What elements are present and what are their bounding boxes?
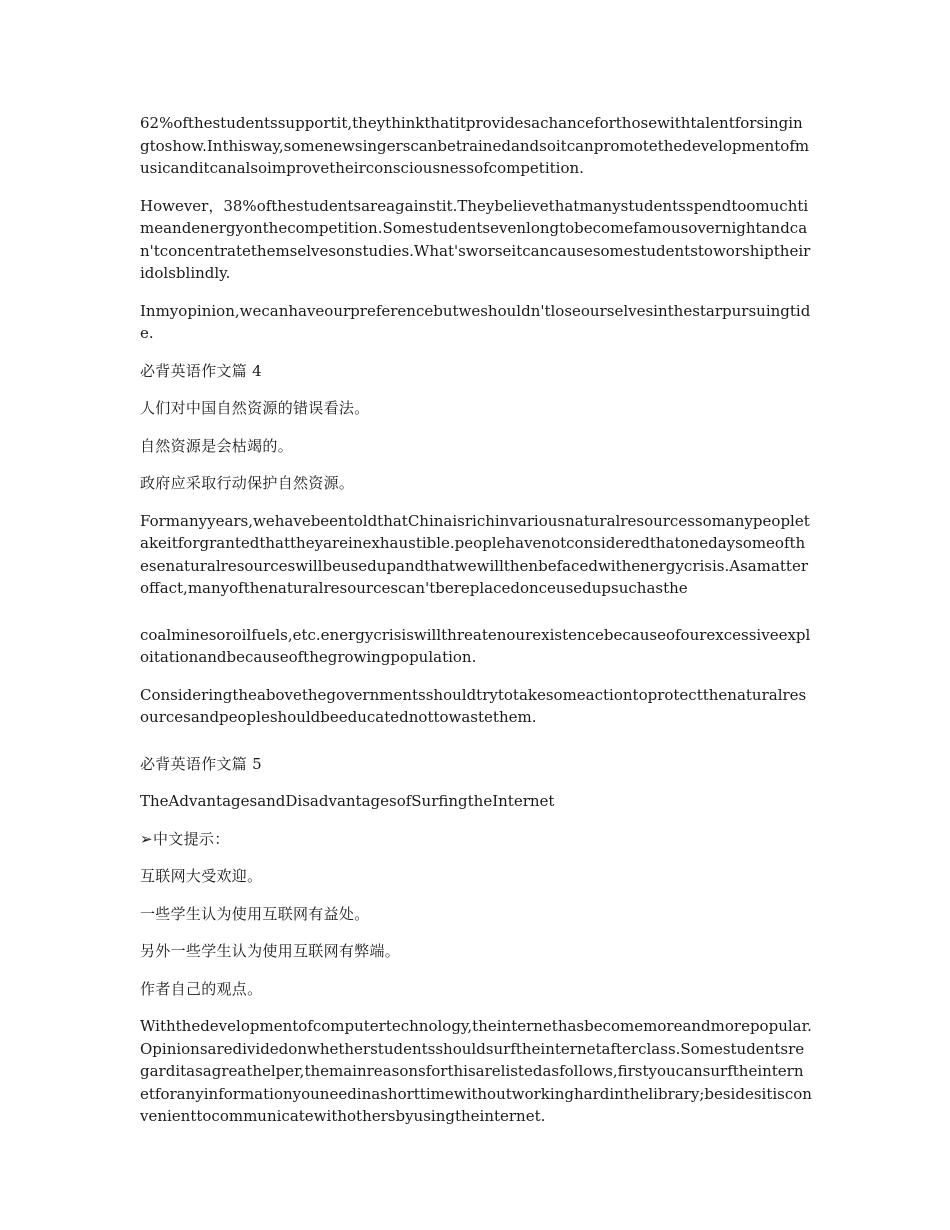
hint-label-text: 中文提示： [153, 829, 230, 848]
document-body [140, 112, 812, 1143]
essay-5-hint-label [140, 828, 812, 851]
paragraph-against-opinion: However，38%ofthestudentsareagainstit.Theybelievethatmanystudentsspendtoomuchtimeandenergyonthecompetition.Somestudentsevenlongtobecomefamousovernightandcan'tconcentratethemselvesonstudies.What'sworseitcancausesomestudentstoworshiptheiridolsblindly. [140, 196, 811, 282]
essay-4-hint-2: 自然资源是会枯竭的。 [140, 436, 294, 455]
essay-5-hint-2: 一些学生认为使用互联网有益处。 [140, 904, 370, 923]
essay-5-title: TheAdvantagesandDisadvantagesofSurfingtheInternet [140, 792, 555, 810]
essay-5-hint-4: 作者自己的观点。 [140, 979, 263, 998]
essay-4-paragraph-3: Consideringtheabovethegovernmentsshouldtrytotakesomeactiontoprotectthenaturalresourcesandpeopleshouldbeeducatednottowastethem. [140, 685, 807, 726]
essay-4-hint-1: 人们对中国自然资源的错误看法。 [140, 399, 370, 417]
paragraph-author-opinion: Inmyopinion,wecanhaveourpreferencebutweshouldn'tloseourselvesinthestarpursuingtide. [140, 301, 811, 342]
essay-4-hint-3: 政府应采取行动保护自然资源。 [140, 474, 355, 492]
essay-4-paragraph-2: coalminesoroilfuels,etc.energycrisiswillthreatenourexistencebecauseofourexcessiveexploitationandbecauseofthegrowingpopulation. [140, 625, 811, 666]
essay-5-hint-3: 另外一些学生认为使用互联网有弊端。 [140, 942, 401, 960]
essay-5-paragraph-1: Withthedevelopmentofcomputertechnology,theinternethasbecomemoreandmorepopular.Opinionsaredividedonwhetherstudentsshouldsurftheinternetafterclass.Somestudentsregarditasagreathelper,themainreasonsforthisarelistedasfollows,firstyoucansurftheinternetforanyinformationyouneedinashorttimewithoutworkinghardinthelibrary;besidesitisconvenienttocommunicatewithothersbyusingtheinternet. [140, 1017, 812, 1125]
essay-4-heading: 必背英语作文篇 4 [140, 361, 263, 380]
arrow-bullet-icon: ➢ [140, 829, 153, 848]
essay-5-heading: 必背英语作文篇 5 [140, 754, 263, 773]
essay-4-paragraph-1: Formanyyears,wehavebeentoldthatChinaisrichinvariousnaturalresourcessomanypeopletakeitforgrantedthattheyareinexhaustible.peoplehavenotconsideredthatonedaysomeofthesenaturalresourceswillbeusedupandthatwewillthenbefacedwithenergycrisis.Asamatteroffact,manyofthenaturalresourcescan'tbereplacedonceusedupsuchasthe [140, 511, 810, 597]
essay-5-hint-1: 互联网大受欢迎。 [140, 867, 263, 885]
paragraph-support-opinion: 62%ofthestudentssupportit,theythinkthatitprovidesachanceforthosewithtalentforsingingtoshow.Inthisway,somenewsingerscanbetrainedandsoitcanpromotethedevelopmentofmusicanditcanalsoimprovetheirconsciousnessofcompetition. [140, 114, 810, 177]
